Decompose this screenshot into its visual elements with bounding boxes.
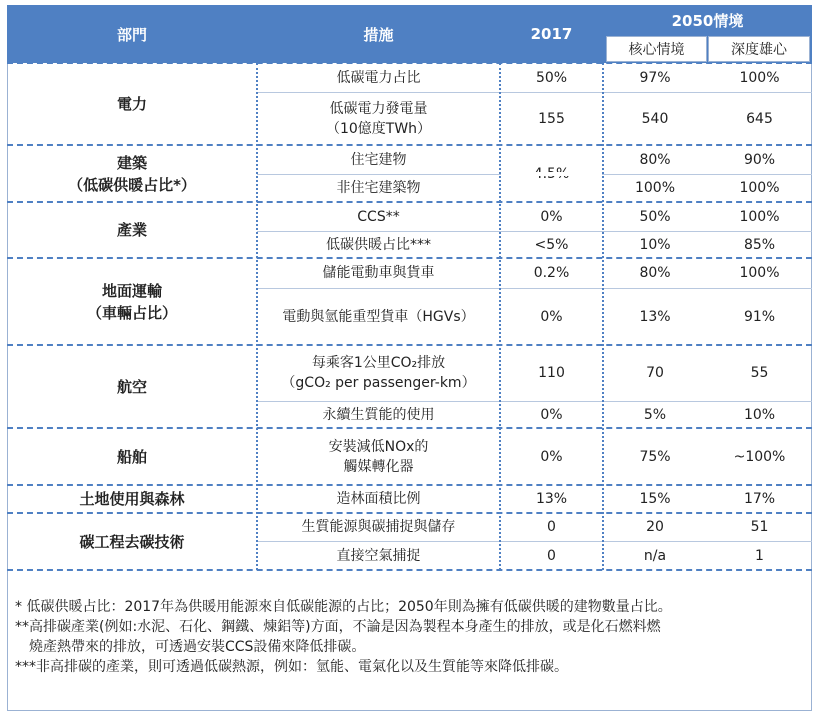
value-cell-amb: ~100% bbox=[733, 448, 786, 465]
section-separator bbox=[7, 484, 812, 486]
value-cell-amb: 55 bbox=[750, 365, 769, 381]
value-cell-y2017: 110 bbox=[538, 365, 565, 381]
measure-cell-line: 低碳電力占比 bbox=[336, 69, 421, 86]
measure-cell bbox=[257, 288, 500, 345]
value-cell-core: 50% bbox=[639, 208, 671, 225]
measure-cell bbox=[257, 174, 500, 202]
measure-cell bbox=[257, 345, 500, 401]
value-cell-core: 80% bbox=[639, 265, 671, 281]
value-cell-core: 5% bbox=[643, 406, 667, 423]
value-cell-amb: 90% bbox=[743, 151, 776, 168]
measure-cell-line: 造林面積比例 bbox=[336, 491, 421, 507]
value-cell-core: 13% bbox=[639, 308, 671, 325]
measure-cell-line: （gCO₂ per passenger-km） bbox=[281, 375, 476, 391]
measure-cell bbox=[257, 92, 500, 145]
header-2050-scenario: 2050情境 bbox=[603, 5, 812, 35]
header-core-scenario: 核心情境 bbox=[606, 36, 707, 62]
section-separator bbox=[7, 201, 812, 203]
footnote-2-cont: 燒產熱帶來的排放，可透過安裝CCS設備來降低排碳。 bbox=[29, 639, 366, 655]
dept-cell bbox=[7, 485, 257, 513]
measure-cell-line: 住宅建物 bbox=[350, 151, 407, 168]
dept-cell-line: 產業 bbox=[116, 221, 147, 239]
value-cell-y2017: 155 bbox=[538, 110, 565, 127]
section-separator bbox=[7, 62, 812, 64]
column-separator bbox=[602, 63, 604, 570]
measure-cell bbox=[257, 258, 500, 288]
header-ambitious-scenario: 深度雄心 bbox=[708, 36, 810, 62]
value-cell-y2017: 0% bbox=[540, 448, 563, 465]
measure-cell-line: 永續生質能的使用 bbox=[322, 406, 435, 423]
dept-cell bbox=[7, 513, 257, 570]
measure-cell-line: 直接空氣捕捉 bbox=[336, 547, 421, 564]
value-cell-y2017: <5% bbox=[534, 236, 569, 253]
value-cell-y2017: 50% bbox=[535, 69, 568, 86]
column-separator bbox=[256, 63, 258, 570]
value-cell-amb: 10% bbox=[743, 406, 776, 423]
header-measure: 措施 bbox=[257, 5, 500, 63]
footnote-3: ***非高排碳的產業，則可透過低碳熱源，例如：氫能、電氣化以及生質能等來降低排碳。 bbox=[15, 659, 568, 675]
footnote-1: * 低碳供暖占比：2017年為供暖用能源來自低碳能源的占比；2050年則為擁有低碳供暖的建物數量占比。 bbox=[15, 599, 672, 615]
measure-cell-line: 生質能源與碳捕捉與儲存 bbox=[301, 519, 456, 535]
footnote-2: **高排碳產業(例如:水泥、石化、鋼鐵、煉鋁等)方面，不論是因為製程本身產生的排放，或是化石燃料燃 bbox=[15, 619, 661, 635]
measure-cell bbox=[257, 513, 500, 541]
dept-cell-line: 建築 bbox=[116, 153, 147, 172]
value-cell-y2017: 0.2% bbox=[533, 265, 570, 281]
row-divider bbox=[257, 92, 812, 93]
dept-cell bbox=[7, 145, 257, 202]
dept-cell bbox=[7, 202, 257, 258]
measure-cell bbox=[257, 63, 500, 92]
measure-cell-line: （10億度TWh） bbox=[325, 120, 432, 137]
row-divider bbox=[257, 541, 812, 542]
value-cell-y2017: 0% bbox=[540, 308, 563, 325]
measure-cell-line: 非住宅建築物 bbox=[336, 180, 421, 196]
value-cell-core: 70 bbox=[646, 365, 664, 381]
measure-cell bbox=[257, 401, 500, 428]
column-separator bbox=[499, 63, 501, 570]
measure-cell bbox=[257, 202, 500, 231]
value-cell-amb: 51 bbox=[750, 519, 769, 535]
measure-cell bbox=[257, 231, 500, 258]
value-cell-y2017: 0% bbox=[540, 406, 563, 423]
section-separator bbox=[7, 512, 812, 514]
value-cell-core: 10% bbox=[639, 236, 671, 253]
section-separator bbox=[7, 344, 812, 346]
dept-cell-line: 地面運輸 bbox=[101, 281, 162, 300]
value-cell-amb: 100% bbox=[739, 265, 780, 281]
measure-cell bbox=[257, 541, 500, 570]
measure-cell bbox=[257, 428, 500, 485]
measure-cell-line: 安裝減低NOx的 bbox=[328, 438, 429, 455]
value-cell-amb: 100% bbox=[739, 208, 780, 225]
measure-cell-line: 每乘客1公里CO₂排放 bbox=[311, 355, 446, 371]
value-cell-amb: 91% bbox=[743, 308, 776, 325]
section-separator bbox=[7, 427, 812, 429]
footnotes bbox=[15, 597, 805, 677]
value-cell-amb: 645 bbox=[746, 110, 773, 127]
value-cell-y2017: 0 bbox=[547, 547, 556, 564]
dept-cell-line: （車輛占比） bbox=[86, 303, 177, 322]
measure-cell-line: 低碳電力發電量 bbox=[329, 100, 428, 117]
value-cell-core: 540 bbox=[641, 110, 669, 127]
row-divider bbox=[257, 401, 812, 402]
value-cell-amb: 1 bbox=[755, 547, 764, 564]
dept-cell-line: 土地使用與森林 bbox=[79, 490, 185, 508]
header-2017: 2017 bbox=[500, 5, 603, 63]
value-cell-y2017: 13% bbox=[535, 491, 568, 507]
value-cell-core: 80% bbox=[639, 151, 671, 168]
measure-cell-line: 觸媒轉化器 bbox=[343, 458, 414, 475]
section-separator bbox=[7, 257, 812, 259]
section-separator bbox=[7, 569, 812, 571]
measure-cell-line: 儲能電動車與貨車 bbox=[322, 265, 435, 281]
value-cell-amb: 17% bbox=[743, 491, 776, 507]
value-cell-core: 20 bbox=[646, 519, 664, 535]
value-cell-y2017: 0 bbox=[547, 519, 556, 535]
value-cell-core: 15% bbox=[639, 491, 671, 507]
dept-cell bbox=[7, 428, 257, 485]
value-cell-amb: 85% bbox=[743, 236, 776, 253]
row-divider bbox=[257, 231, 812, 232]
measure-cell-line: 電動與氫能重型貨車（HGVs） bbox=[282, 308, 475, 325]
value-cell-core: 97% bbox=[639, 69, 671, 86]
dept-cell-line: （低碳供暖占比*） bbox=[68, 175, 196, 194]
dept-cell bbox=[7, 63, 257, 145]
value-cell-amb: 100% bbox=[739, 180, 780, 196]
value-cell-core: 100% bbox=[634, 180, 676, 196]
merged-cell-cover bbox=[501, 172, 602, 176]
dept-cell-line: 航空 bbox=[116, 377, 147, 396]
measure-cell-line: 低碳供暖占比*** bbox=[326, 236, 431, 253]
dept-cell bbox=[7, 258, 257, 345]
section-separator bbox=[7, 144, 812, 146]
row-divider bbox=[257, 288, 812, 289]
measure-cell-line: CCS** bbox=[357, 208, 400, 225]
dept-cell bbox=[7, 345, 257, 428]
dept-cell-line: 碳工程去碳技術 bbox=[79, 532, 185, 551]
measure-cell bbox=[257, 485, 500, 513]
dept-cell-line: 船舶 bbox=[116, 447, 147, 466]
measure-cell bbox=[257, 145, 500, 174]
value-cell-amb: 100% bbox=[739, 69, 780, 86]
value-cell-y2017: 0% bbox=[540, 208, 563, 225]
dept-cell-line: 電力 bbox=[116, 95, 147, 113]
value-cell-core: n/a bbox=[643, 547, 667, 564]
header-dept: 部門 bbox=[7, 5, 257, 63]
value-cell-core: 75% bbox=[639, 448, 671, 465]
